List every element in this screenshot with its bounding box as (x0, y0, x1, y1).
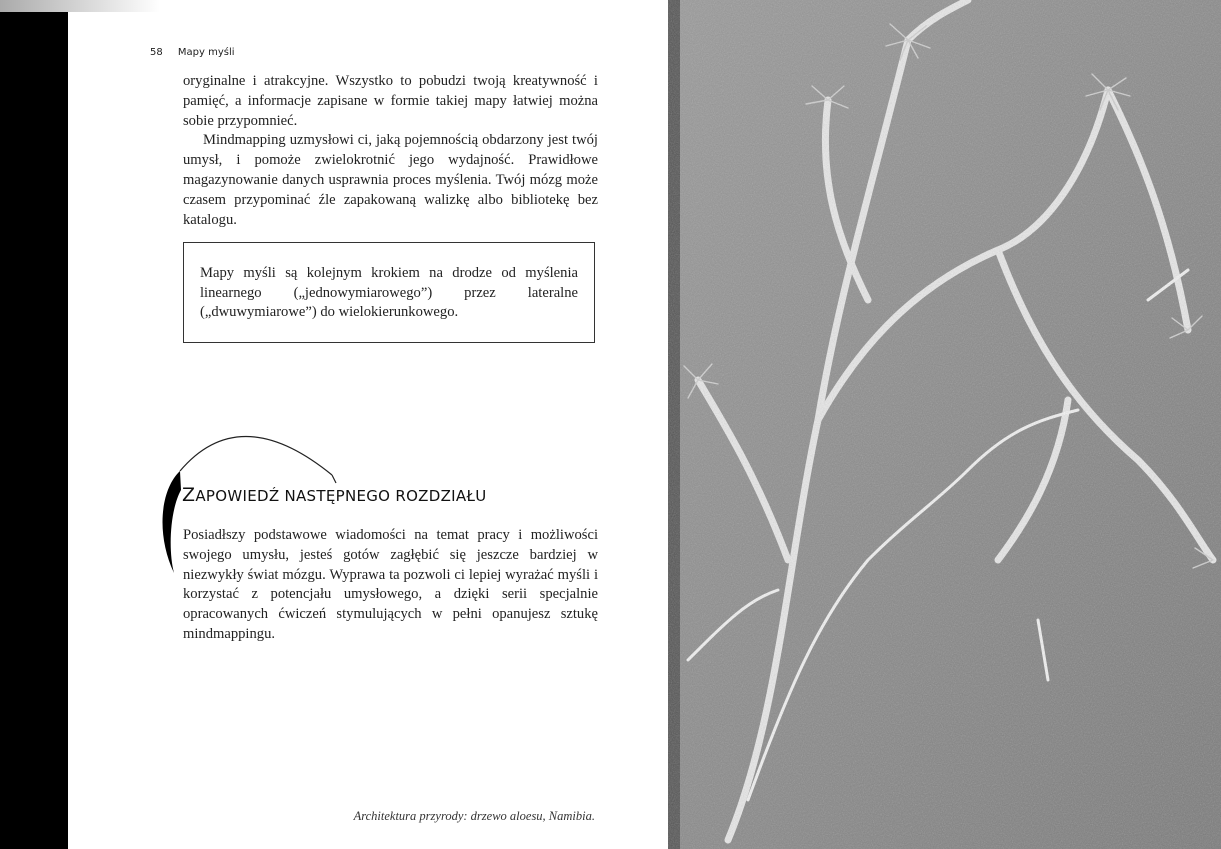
section-heading (182, 484, 486, 506)
intro-paragraph-1: oryginalne i atrakcyjne. Wszystko to pobudzi twoją kreatywność i pamięć, a informacje zapisane w formie takiej mapy łatwiej można sobie przypomnieć. (183, 73, 598, 129)
callout-box (183, 242, 595, 343)
arc-tail (332, 475, 336, 483)
photo-caption: Architektura przyrody: drzewo aloesu, Namibia. (353, 809, 595, 823)
intro-paragraph-2: Mindmapping uzmysłowi ci, jaką pojemnością obdarzony jest twój umysł, i pomoże zwielokrotnić jego wydajność. Prawidłowe magazynowanie danych usprawnia proces myślenia. Twój mózg może czasem przypominać źle zapakowaną walizkę albo bibliotekę bez katalogu. (183, 132, 598, 228)
section-paragraph: Posiadłszy podstawowe wiadomości na temat pracy i możliwości swojego umysłu, jesteś gotów zagłębić się jeszcze bardziej w niezwykły świat mózgu. Wyprawa ta pozwoli ci lepiej wyrażać myśli i korzystać z potencjału umysłowego, a dzięki serii specjalnie opracowanych ćwiczeń stymulujących w pełni opanujesz sztukę mindmappingu. (183, 527, 598, 642)
intro-text (183, 72, 598, 230)
scan-edge-glare (0, 0, 160, 12)
callout-text: Mapy myśli są kolejnym krokiem na drodze od myślenia linearnego („jednowymiarowego”) przez lateralne („dwuwymiarowe”) do wielokierunkowego. (200, 265, 578, 321)
arc-crescent (163, 471, 181, 573)
section-heading-rest: APOWIEDŹ NASTĘPNEGO ROZDZIAŁU (195, 487, 487, 505)
section-heading-initial: Z (182, 484, 196, 506)
running-title: Mapy myśli (177, 47, 235, 58)
section-text-block (183, 526, 598, 645)
page-number: 58 (150, 47, 163, 58)
page-header (150, 47, 235, 58)
aloe-tree-photo (668, 0, 1221, 849)
arc-line (180, 436, 332, 475)
